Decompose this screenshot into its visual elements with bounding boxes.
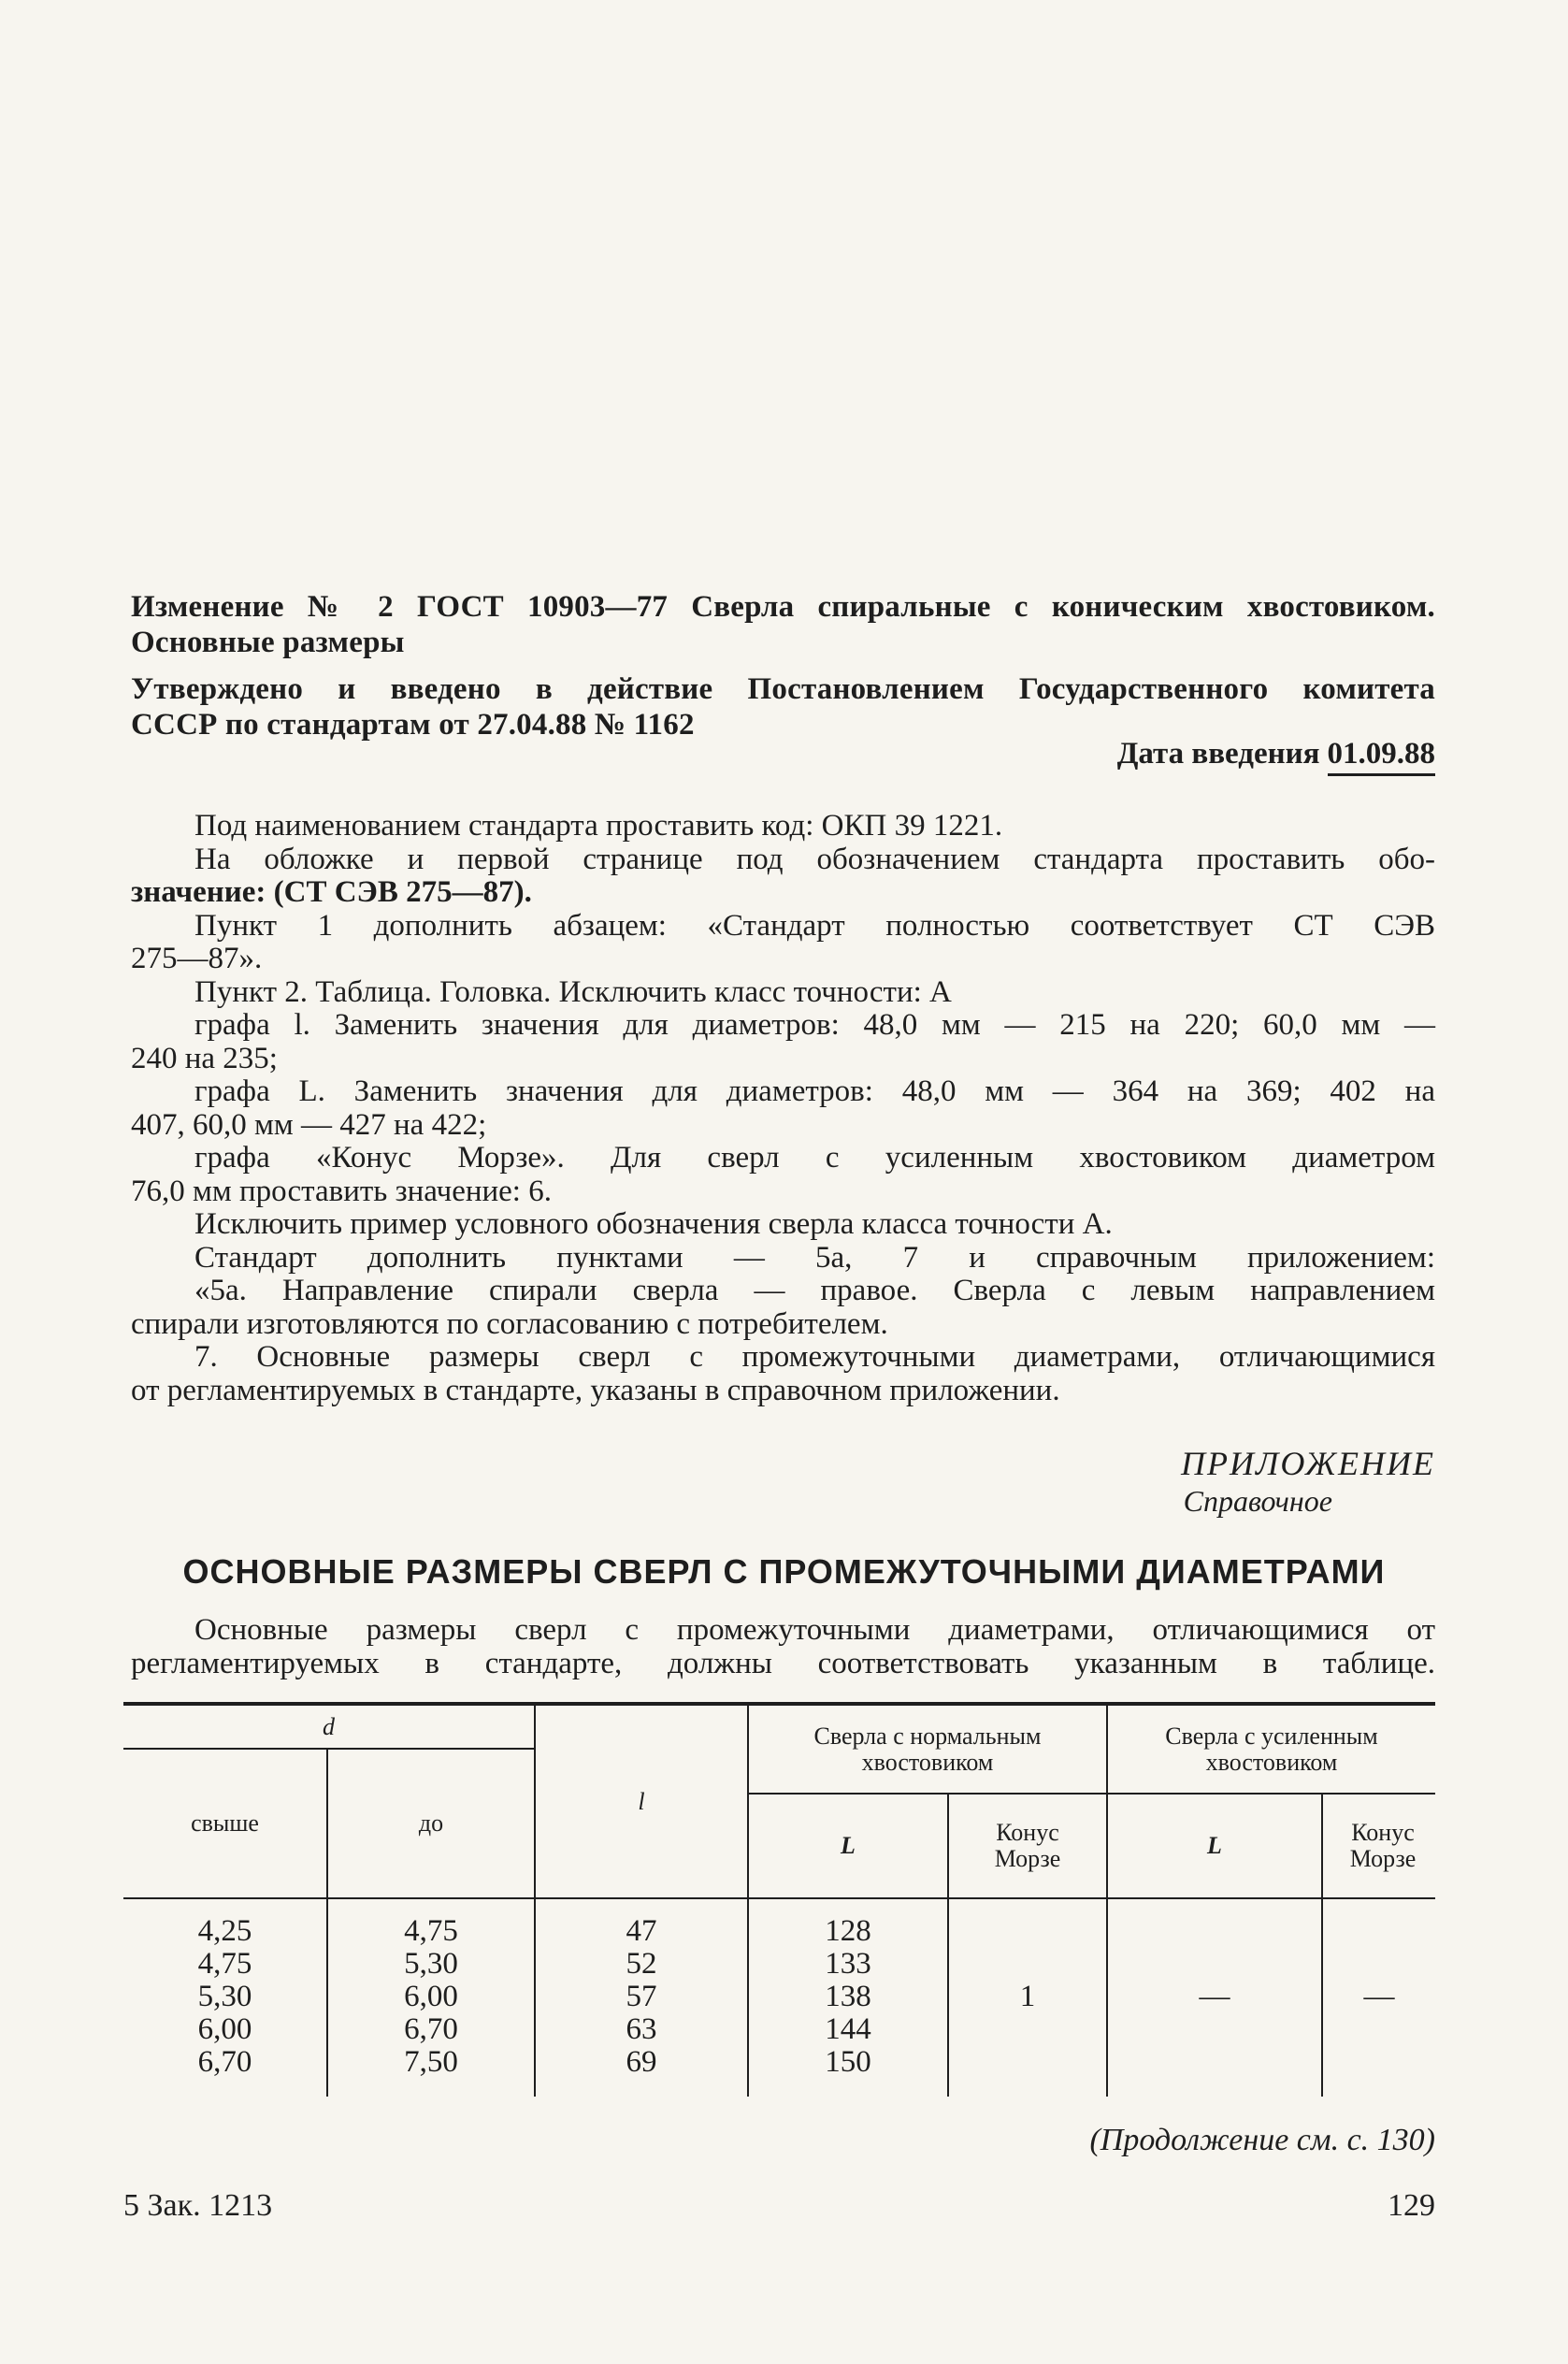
text-line: 407, 60,0 мм — 427 на 422; [131, 1107, 487, 1142]
col-morse [948, 1898, 1107, 2097]
text-line: На обложке и первой странице под обозначением стандарта проставить обо- [194, 842, 1435, 876]
page-number: 129 [1388, 2188, 1435, 2223]
text-line: 76,0 мм проставить значение: 6. [131, 1174, 552, 1208]
text-line: спирали изготовляются по согласованию с потребителем. [131, 1306, 888, 1341]
col-to-values: 4,75 5,30 6,00 6,70 7,50 [404, 1914, 458, 2079]
appendix-intro [131, 1614, 1435, 1680]
text-line: Пункт 2. Таблица. Головка. Исключить класс точности: А [194, 974, 952, 1009]
appendix-label: ПРИЛОЖЕНИЕ [1181, 1445, 1435, 1482]
date-value: 01.09.88 [1328, 737, 1436, 776]
col-L-values: 128 133 138 144 150 [825, 1914, 871, 2079]
intro-line: Основные размеры сверл с промежуточными диаметрами, отличающимися от [194, 1613, 1435, 1647]
approval-line: Утверждено и введено в действие Постановлением Государственного комитета [131, 672, 1435, 706]
change-text [131, 810, 1435, 1407]
col-morse-reinforced [1322, 1898, 1435, 2097]
col-l-values: 47 52 57 63 69 [626, 1914, 657, 2079]
col-L-reinforced-value: — [1199, 1980, 1230, 2013]
dimensions-table [123, 1702, 1435, 2097]
text-line: 240 на 235; [131, 1041, 278, 1075]
continuation-note: (Продолжение см. с. 130) [1089, 2123, 1435, 2157]
text-line: 7. Основные размеры сверл с промежуточными диаметрами, отличающимися [194, 1340, 1435, 1374]
text-line: «5а. Направление спирали сверла — правое. Сверла с левым направлением [194, 1274, 1435, 1307]
col-over [123, 1898, 327, 2097]
text-line: графа «Конус Морзе». Для сверл с усиленным хвостовиком диаметром [194, 1141, 1435, 1175]
order-number: 5 Зак. 1213 [123, 2188, 273, 2223]
header-morse-normal: Конус Морзе [948, 1794, 1107, 1898]
text-line: Под наименованием стандарта проставить код: ОКП 39 1221. [194, 809, 1003, 843]
text-line: графа L. Заменить значения для диаметров: 48,0 мм — 364 на 369; 402 на [194, 1074, 1435, 1108]
header-d: d [123, 1704, 535, 1749]
appendix-sublabel: Справочное [1183, 1484, 1332, 1518]
date-label: Дата введения [1116, 737, 1320, 771]
approval-line: СССР по стандартам от 27.04.88 № 1162 [131, 708, 695, 742]
col-over-values: 4,25 4,75 5,30 6,00 6,70 [197, 1914, 252, 2079]
text-line: Пункт 1 дополнить абзацем: «Стандарт полностью соответствует СТ СЭВ [194, 908, 1435, 943]
header-L-reinforced: L [1107, 1794, 1322, 1898]
col-L [748, 1898, 948, 2097]
col-morse-value: 1 [1019, 1980, 1036, 2013]
col-l [535, 1898, 748, 2097]
header-reinforced-shank: Сверла с усиленным хвостовиком [1107, 1704, 1435, 1794]
text-line: Исключить пример условного обозначения сверла класса точности А. [194, 1207, 1113, 1241]
header-l: l [535, 1704, 748, 1898]
text-line: 275—87». [131, 942, 263, 975]
appendix-title: ОСНОВНЫЕ РАЗМЕРЫ СВЕРЛ С ПРОМЕЖУТОЧНЫМИ ДИАМЕТРАМИ [182, 1552, 1386, 1591]
text-line: графа l. Заменить значения для диаметров: 48,0 мм — 215 на 220; 60,0 мм — [194, 1008, 1435, 1042]
text-line: значение: (СТ СЭВ 275—87). [131, 875, 532, 909]
header-L-normal: L [748, 1794, 948, 1898]
header-over: свыше [191, 1809, 259, 1837]
approval-heading [131, 671, 1435, 742]
text-line: от регламентируемых в стандарте, указаны в справочном приложении. [131, 1373, 1060, 1407]
intro-line: регламентируемых в стандарте, должны соответствовать указанным в таблице. [131, 1646, 1435, 1680]
header-normal-shank: Сверла с нормальным хвостовиком [748, 1704, 1107, 1794]
col-to [327, 1898, 535, 2097]
effective-date [1117, 737, 1435, 776]
text-line: Стандарт дополнить пунктами — 5а, 7 и справочным приложением: [194, 1240, 1435, 1275]
header-to: до [327, 1749, 535, 1898]
appendix-label-block [1181, 1445, 1435, 1520]
heading-line: Изменение № 2 ГОСТ 10903—77 Сверла спиральные с коническим хвостовиком. [131, 590, 1435, 624]
col-morse-reinforced-value: — [1363, 1980, 1395, 2013]
heading-line: Основные размеры [131, 626, 405, 659]
col-L-reinforced [1107, 1898, 1322, 2097]
header-morse-reinforced: Конус Морзе [1322, 1794, 1435, 1898]
change-heading [131, 589, 1435, 660]
